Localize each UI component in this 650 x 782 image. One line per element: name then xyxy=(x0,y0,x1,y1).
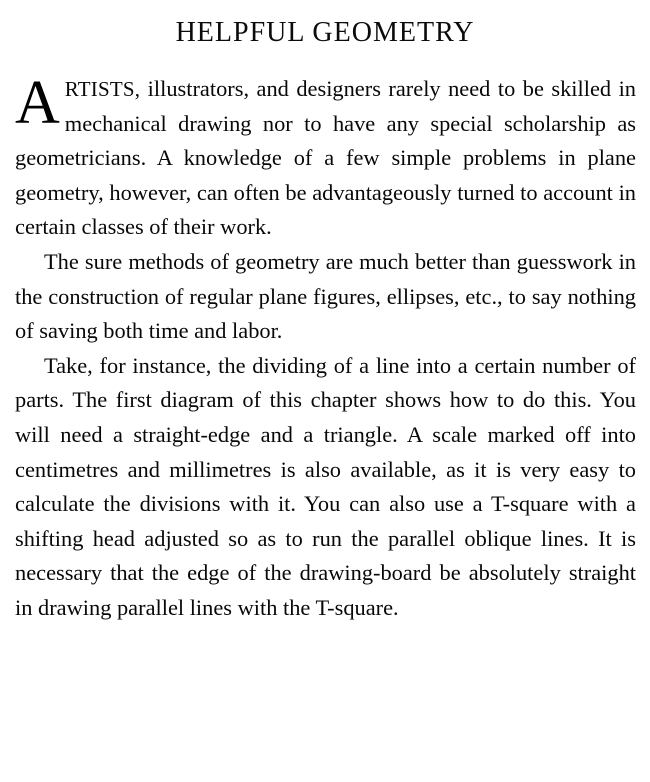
paragraph-1 xyxy=(15,69,636,245)
body-text-column xyxy=(15,69,636,626)
paragraph-2: The sure methods of geometry are much better than guesswork in the construction of regular plane figures, ellipses, etc., to say nothing of saving both time and labor. xyxy=(15,248,636,344)
drop-cap-letter: A xyxy=(15,69,60,137)
paragraph-1-text: illustrators, and designers rarely need to be skilled in mechanical drawing nor to have any special scholarship as geometricians. A knowledge of a few simple problems in plane geometry, however, can often be advantageously turned to account in certain classes of their work. xyxy=(15,76,636,240)
paragraph-1-lead-caps: RTISTS, xyxy=(64,77,141,101)
page-title: HELPFUL GEOMETRY xyxy=(175,17,475,48)
paragraph-3: Take, for instance, the dividing of a line into a certain number of parts. The first diagram of this chapter shows how to do this. You will need a straight-edge and a triangle. A scale marked off into centimetres and millimetres is also available, as it is very easy to calculate the divisions with it. You can also use a T-square with a shifting head adjusted so as to run the parallel oblique lines. It is necessary that the edge of the drawing-board be absolutely straight in drawing parallel lines with the T-square. xyxy=(15,352,636,620)
